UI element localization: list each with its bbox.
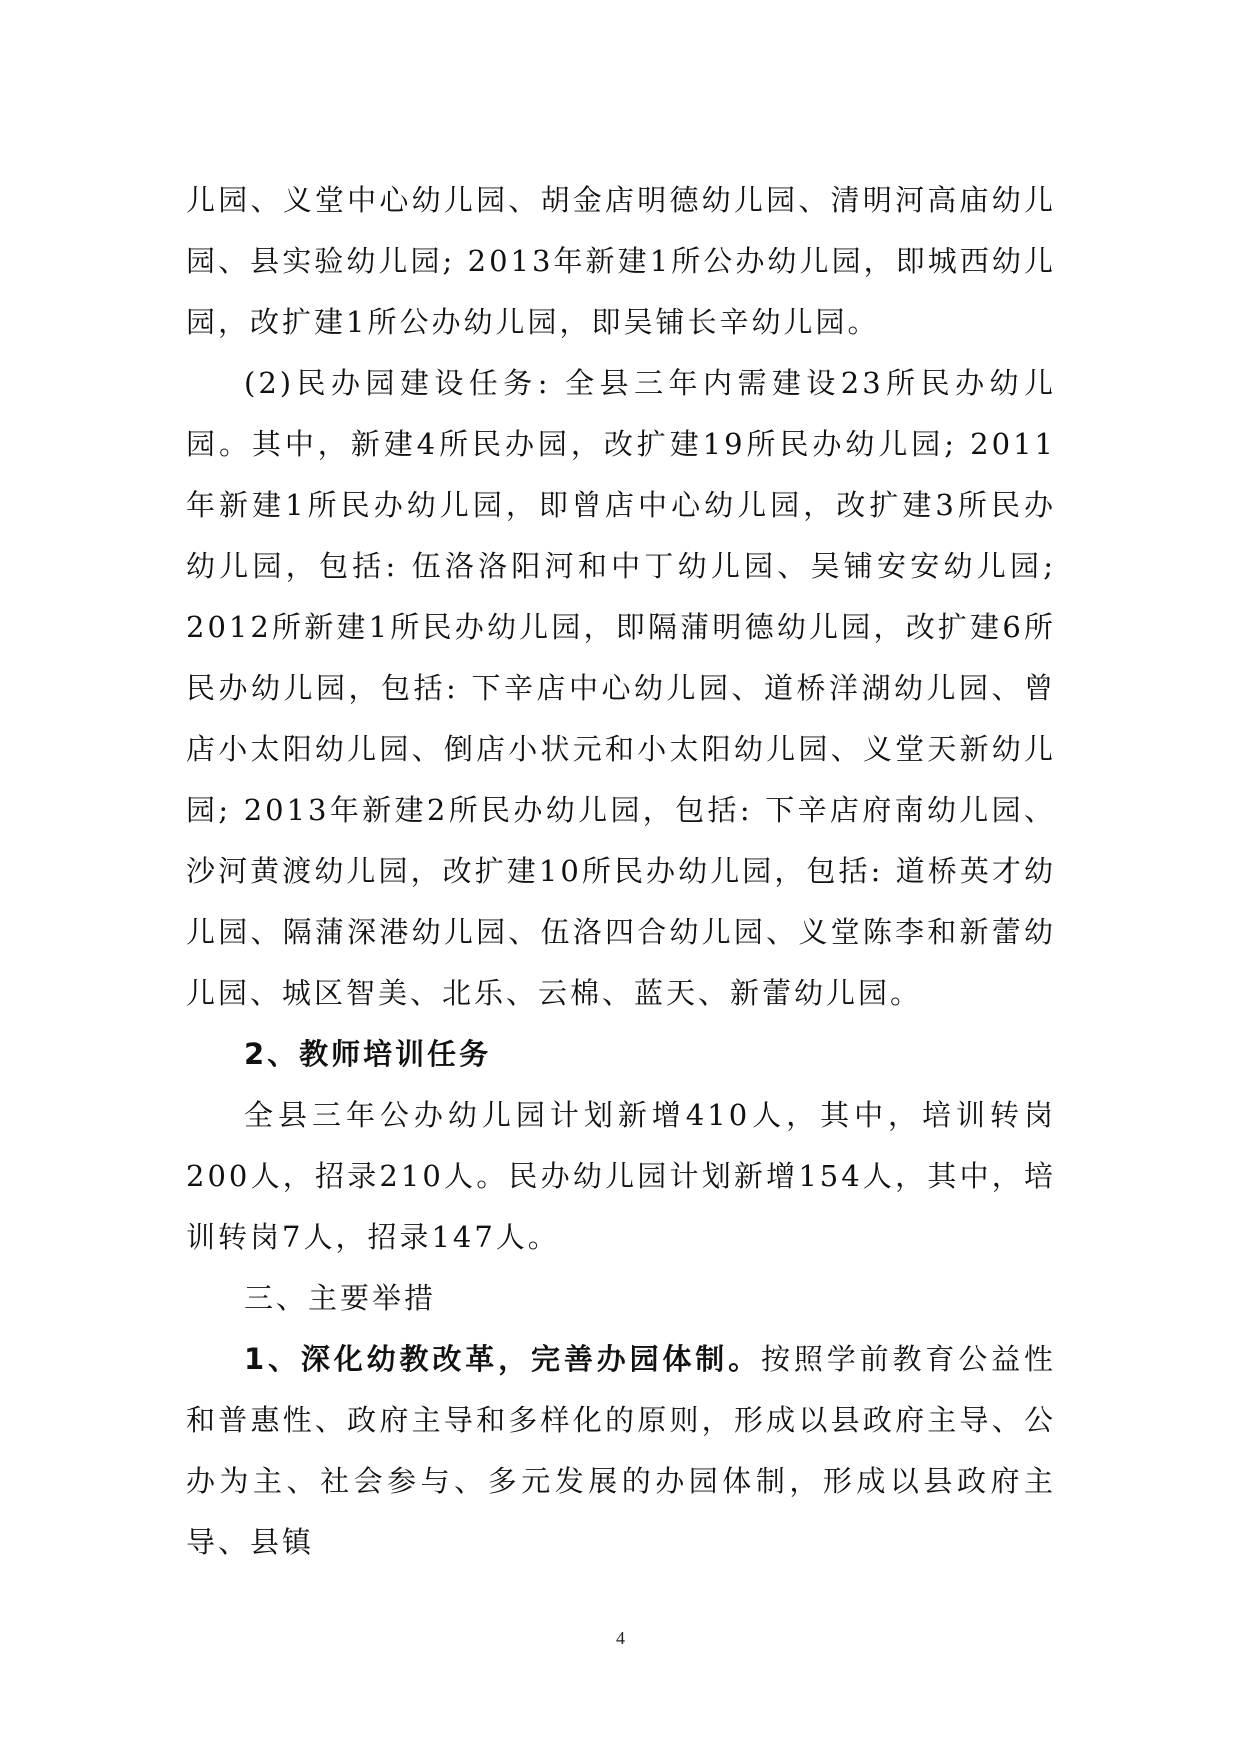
paragraph-teacher-training: 全县三年公办幼儿园计划新增410人，其中，培训转岗200人，招录210人。民办幼儿园计划新增154人，其中，培训转岗7人，招录147人。 [186, 1098, 1056, 1254]
paragraph-measure-1 [186, 1329, 1056, 1573]
measure-1-text: 按照学前教育公益性和普惠性、政府主导和多样化的原则，形成以县政府主导、公办为主、社会参与、多元发展的办园体制，形成以县政府主导、县镇 [186, 1342, 1056, 1559]
body-text [186, 170, 1056, 1573]
page-number: 4 [616, 1628, 625, 1648]
heading-main-measures: 三、主要举措 [244, 1281, 437, 1315]
heading-teacher-training: 2、教师培训任务 [244, 1037, 492, 1071]
measure-1-lead: 1、深化幼教改革，完善办园体制。 [244, 1342, 762, 1376]
paragraph-private-kindergartens: (2)民办园建设任务: 全县三年内需建设23所民办幼儿园。其中，新建4所民办园，改扩建19所民办幼儿园; 2011年新建1所民办幼儿园，即曾店中心幼儿园，改扩建3所民办幼儿园，包括: 伍洛洛阳河和中丁幼儿园、吴铺安安幼儿园; 2012所新建1所民办幼儿园，即隔蒲明德幼儿园，改扩建6所民办幼儿园，包括: 下辛店中心幼儿园、道桥洋湖幼儿园、曾店小太阳幼儿园、倒店小状元和小太阳幼儿园、义堂天新幼儿园; 2013年新建2所民办幼儿园，包括: 下辛店府南幼儿园、沙河黄渡幼儿园，改扩建10所民办幼儿园，包括: 道桥英才幼儿园、隔蒲深港幼儿园、伍洛四合幼儿园、义堂陈李和新蕾幼儿园、城区智美、北乐、云棉、蓝天、新蕾幼儿园。 [186, 366, 1056, 1010]
paragraph-public-kindergartens-continued: 儿园、义堂中心幼儿园、胡金店明德幼儿园、清明河高庙幼儿园、县实验幼儿园; 2013年新建1所公办幼儿园，即城西幼儿园，改扩建1所公办幼儿园，即吴铺长辛幼儿园。 [186, 183, 1056, 339]
